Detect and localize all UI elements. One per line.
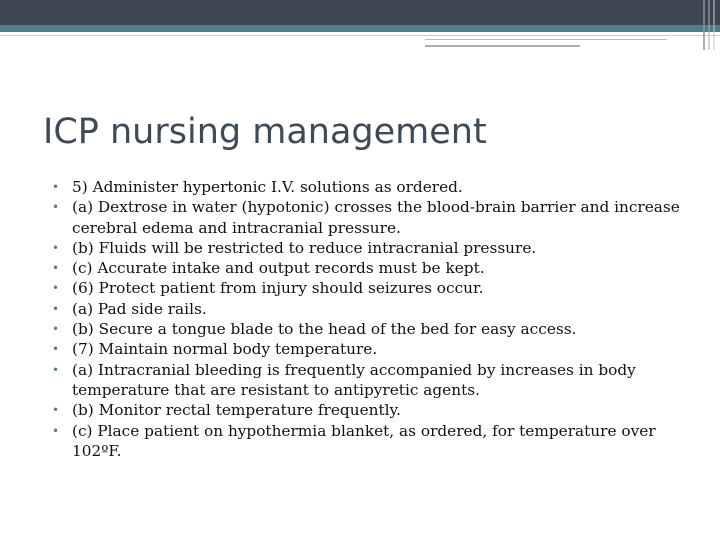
bullet-item xyxy=(52,360,702,401)
bullet-dot: • xyxy=(52,362,60,377)
corner-decoration xyxy=(690,0,720,50)
bullet-item xyxy=(52,339,702,359)
slide-title: ICP nursing management xyxy=(43,112,487,152)
header-accent-bar xyxy=(425,45,580,47)
bullet-item xyxy=(52,400,702,420)
bullet-item xyxy=(52,319,702,339)
bullet-dot: • xyxy=(52,180,60,194)
bullet-dot: • xyxy=(52,240,60,255)
bullet-text: (b) Monitor rectal temperature frequently. xyxy=(72,401,401,420)
bullet-text: (a) Pad side rails. xyxy=(72,299,207,318)
bullet-item xyxy=(52,421,702,462)
bullet-dot: • xyxy=(52,423,60,438)
bullet-item xyxy=(52,299,702,319)
bullet-text: (b) Secure a tongue blade to the head of the bed for easy access. xyxy=(72,320,577,339)
header-accent-line xyxy=(425,39,667,40)
bullet-dot: • xyxy=(52,301,60,316)
bullet-item xyxy=(52,258,702,278)
bullet-text: (6) Protect patient from injury should seizures occur. xyxy=(72,279,484,298)
header-band-teal xyxy=(0,25,720,32)
bullet-text: (c) Place patient on hypothermia blanket, as ordered, for temperature over 102ºF. xyxy=(72,421,656,460)
bullet-text: 5) Administer hypertonic I.V. solutions as ordered. xyxy=(72,178,463,196)
bullet-text: (a) Dextrose in water (hypotonic) crosses the blood-brain barrier and increase cerebral edema and intracranial pressure. xyxy=(72,198,680,237)
bullet-item xyxy=(52,278,702,298)
header-band-dark xyxy=(0,0,720,25)
bullet-list xyxy=(52,177,702,461)
bullet-text: (b) Fluids will be restricted to reduce intracranial pressure. xyxy=(72,238,537,257)
bullet-text: (c) Accurate intake and output records must be kept. xyxy=(72,259,485,278)
bullet-dot: • xyxy=(52,261,60,276)
bullet-item xyxy=(52,177,702,197)
bullet-text: (7) Maintain normal body temperature. xyxy=(72,340,378,359)
bullet-dot: • xyxy=(52,281,60,296)
bullet-dot: • xyxy=(52,200,60,215)
header-rule xyxy=(0,35,720,36)
bullet-dot: • xyxy=(52,403,60,418)
bullet-item xyxy=(52,197,702,238)
bullet-item xyxy=(52,238,702,258)
bullet-dot: • xyxy=(52,342,60,357)
bullet-dot: • xyxy=(52,322,60,337)
bullet-text: (a) Intracranial bleeding is frequently accompanied by increases in body temperature that are resistant to antipyretic agents. xyxy=(72,360,636,399)
